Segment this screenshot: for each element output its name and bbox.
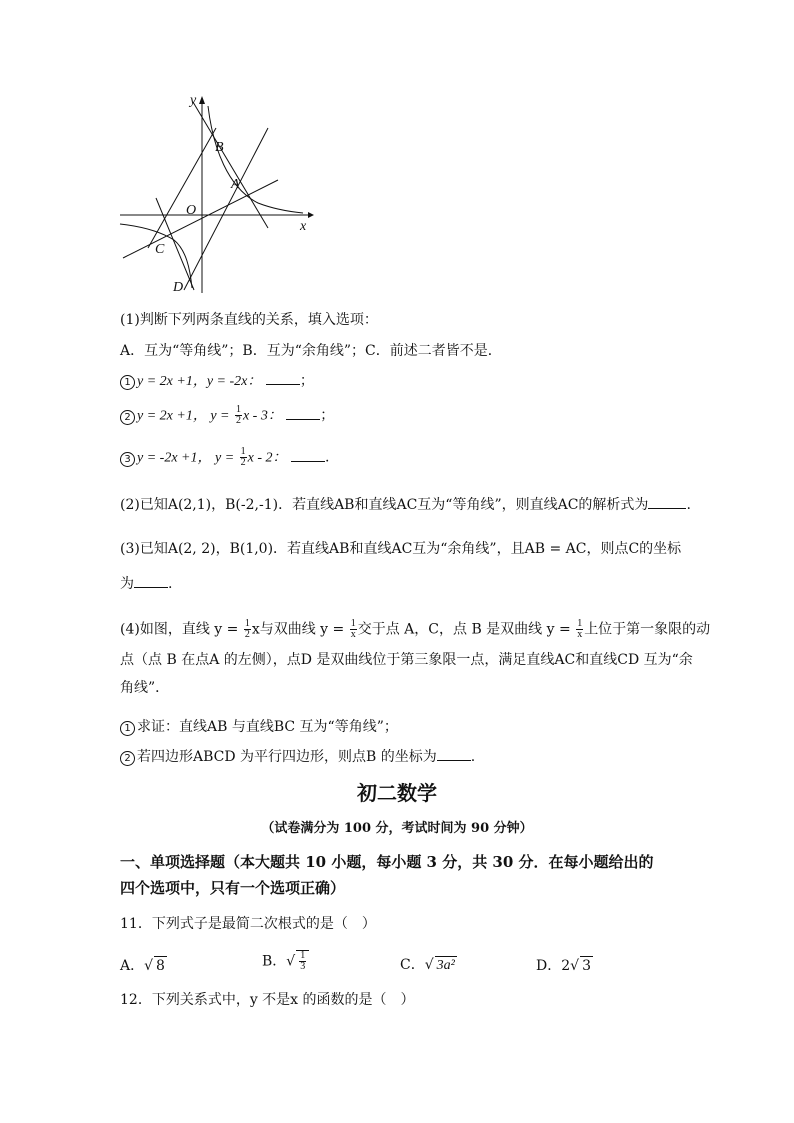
fraction: $\frac{1}{2}$ bbox=[244, 618, 250, 640]
fraction: $\frac{1}{x}$ bbox=[577, 618, 583, 640]
q11-option-c: C．√ 3a² bbox=[400, 957, 455, 973]
q11-stem: 11．下列式子是最简二次根式的是（ ） bbox=[120, 916, 376, 932]
q4-text-line2: 点（点 B 在点A 的左侧），点D 是双曲线位于第三象限一点，满足直线AC和直线CD 互为“余 bbox=[120, 652, 693, 668]
section-heading-line2: 四个选项中，只有一个选项正确） bbox=[120, 879, 346, 897]
answer-blank[interactable] bbox=[134, 575, 168, 588]
q3-text-cont: 为 . bbox=[120, 576, 173, 592]
label-O: O bbox=[186, 203, 197, 218]
circled-number: 1 bbox=[120, 721, 135, 736]
answer-blank[interactable] bbox=[266, 372, 300, 385]
q4-sub2: 2 若四边形ABCD 为平行四边形，则点B 的坐标为 . bbox=[120, 748, 475, 766]
coordinate-figure bbox=[118, 88, 318, 298]
page-title: 初二数学 bbox=[357, 781, 437, 805]
subtitle: （试卷满分为 100 分，考试时间为 90 分钟） bbox=[261, 821, 533, 836]
q11-option-a: A．√ 8 bbox=[120, 958, 165, 974]
line-BC bbox=[148, 128, 216, 248]
y-axis-arrow bbox=[199, 96, 205, 104]
q4-text: (4)如图，直线 y = $\frac{1}{2}$ x与双曲线 y = $\frac{1}{x}$ 交于点 A，C，点 B 是双曲线 y = $\frac{1}{x}$ 上位于第一象限的动 bbox=[120, 618, 711, 640]
label-x: x bbox=[300, 219, 307, 234]
fraction: $\frac{1}{3}$ bbox=[300, 950, 306, 972]
q11-option-b: B．√ $\frac{1}{3}$ bbox=[262, 950, 309, 972]
answer-blank[interactable] bbox=[648, 496, 686, 509]
q4-sub1: 1 求证：直线AB 与直线BC 互为“等角线”； bbox=[120, 718, 398, 736]
circled-number: 2 bbox=[120, 410, 135, 425]
circled-number: 3 bbox=[120, 452, 135, 467]
q1-intro: (1)判断下列两条直线的关系，填入选项： bbox=[120, 312, 378, 328]
line-AB bbox=[193, 102, 268, 228]
line-AD bbox=[184, 128, 268, 290]
fraction: $\frac{1}{x}$ bbox=[350, 618, 356, 640]
q11-option-d: D．2√ 3 bbox=[536, 958, 591, 974]
fraction: $\frac{1}{2}$ bbox=[235, 404, 241, 426]
label-A: A bbox=[231, 177, 240, 192]
q1-item3: 3 y = -2x +1， y = $\frac{1}{2}$ x - 2： . bbox=[120, 447, 329, 468]
q2-text: (2)已知A(2,1)，B(-2,-1)．若直线AB和直线AC互为“等角线”，则直线AC的解析式为 . bbox=[120, 497, 691, 513]
q3-text: (3)已知A(2, 2)，B(1,0)．若直线AB和直线AC互为“余角线”，且AB = AC，则点C的坐标 bbox=[120, 541, 682, 557]
answer-blank[interactable] bbox=[437, 748, 471, 761]
label-D: D bbox=[173, 280, 184, 295]
answer-blank[interactable] bbox=[286, 407, 320, 420]
q1-item1: 1 y = 2x +1，y = -2x： ； bbox=[120, 372, 314, 391]
circled-number: 2 bbox=[120, 751, 135, 766]
answer-blank[interactable] bbox=[291, 449, 325, 462]
x-axis-arrow bbox=[308, 212, 314, 218]
line-AC bbox=[123, 180, 278, 258]
hyperbola-q1 bbox=[208, 106, 303, 213]
q1-item2: 2 y = 2x +1， y = $\frac{1}{2}$ x - 3： ； bbox=[120, 405, 334, 426]
label-B: B bbox=[215, 140, 224, 155]
circled-number: 1 bbox=[120, 375, 135, 390]
fraction: $\frac{1}{2}$ bbox=[240, 446, 246, 468]
section-heading-line1: 一、单项选择题（本大题共 10 小题，每小题 3 分，共 30 分．在每小题给出的 bbox=[120, 853, 654, 871]
label-y: y bbox=[190, 93, 197, 108]
q1-options: A．互为“等角线”；B．互为“余角线”；C．前述二者皆不是． bbox=[120, 343, 502, 359]
q12-stem: 12．下列关系式中，y 不是x 的函数的是（ ） bbox=[120, 992, 415, 1008]
label-C: C bbox=[155, 242, 165, 257]
q4-text-line3: 角线”． bbox=[120, 680, 170, 696]
